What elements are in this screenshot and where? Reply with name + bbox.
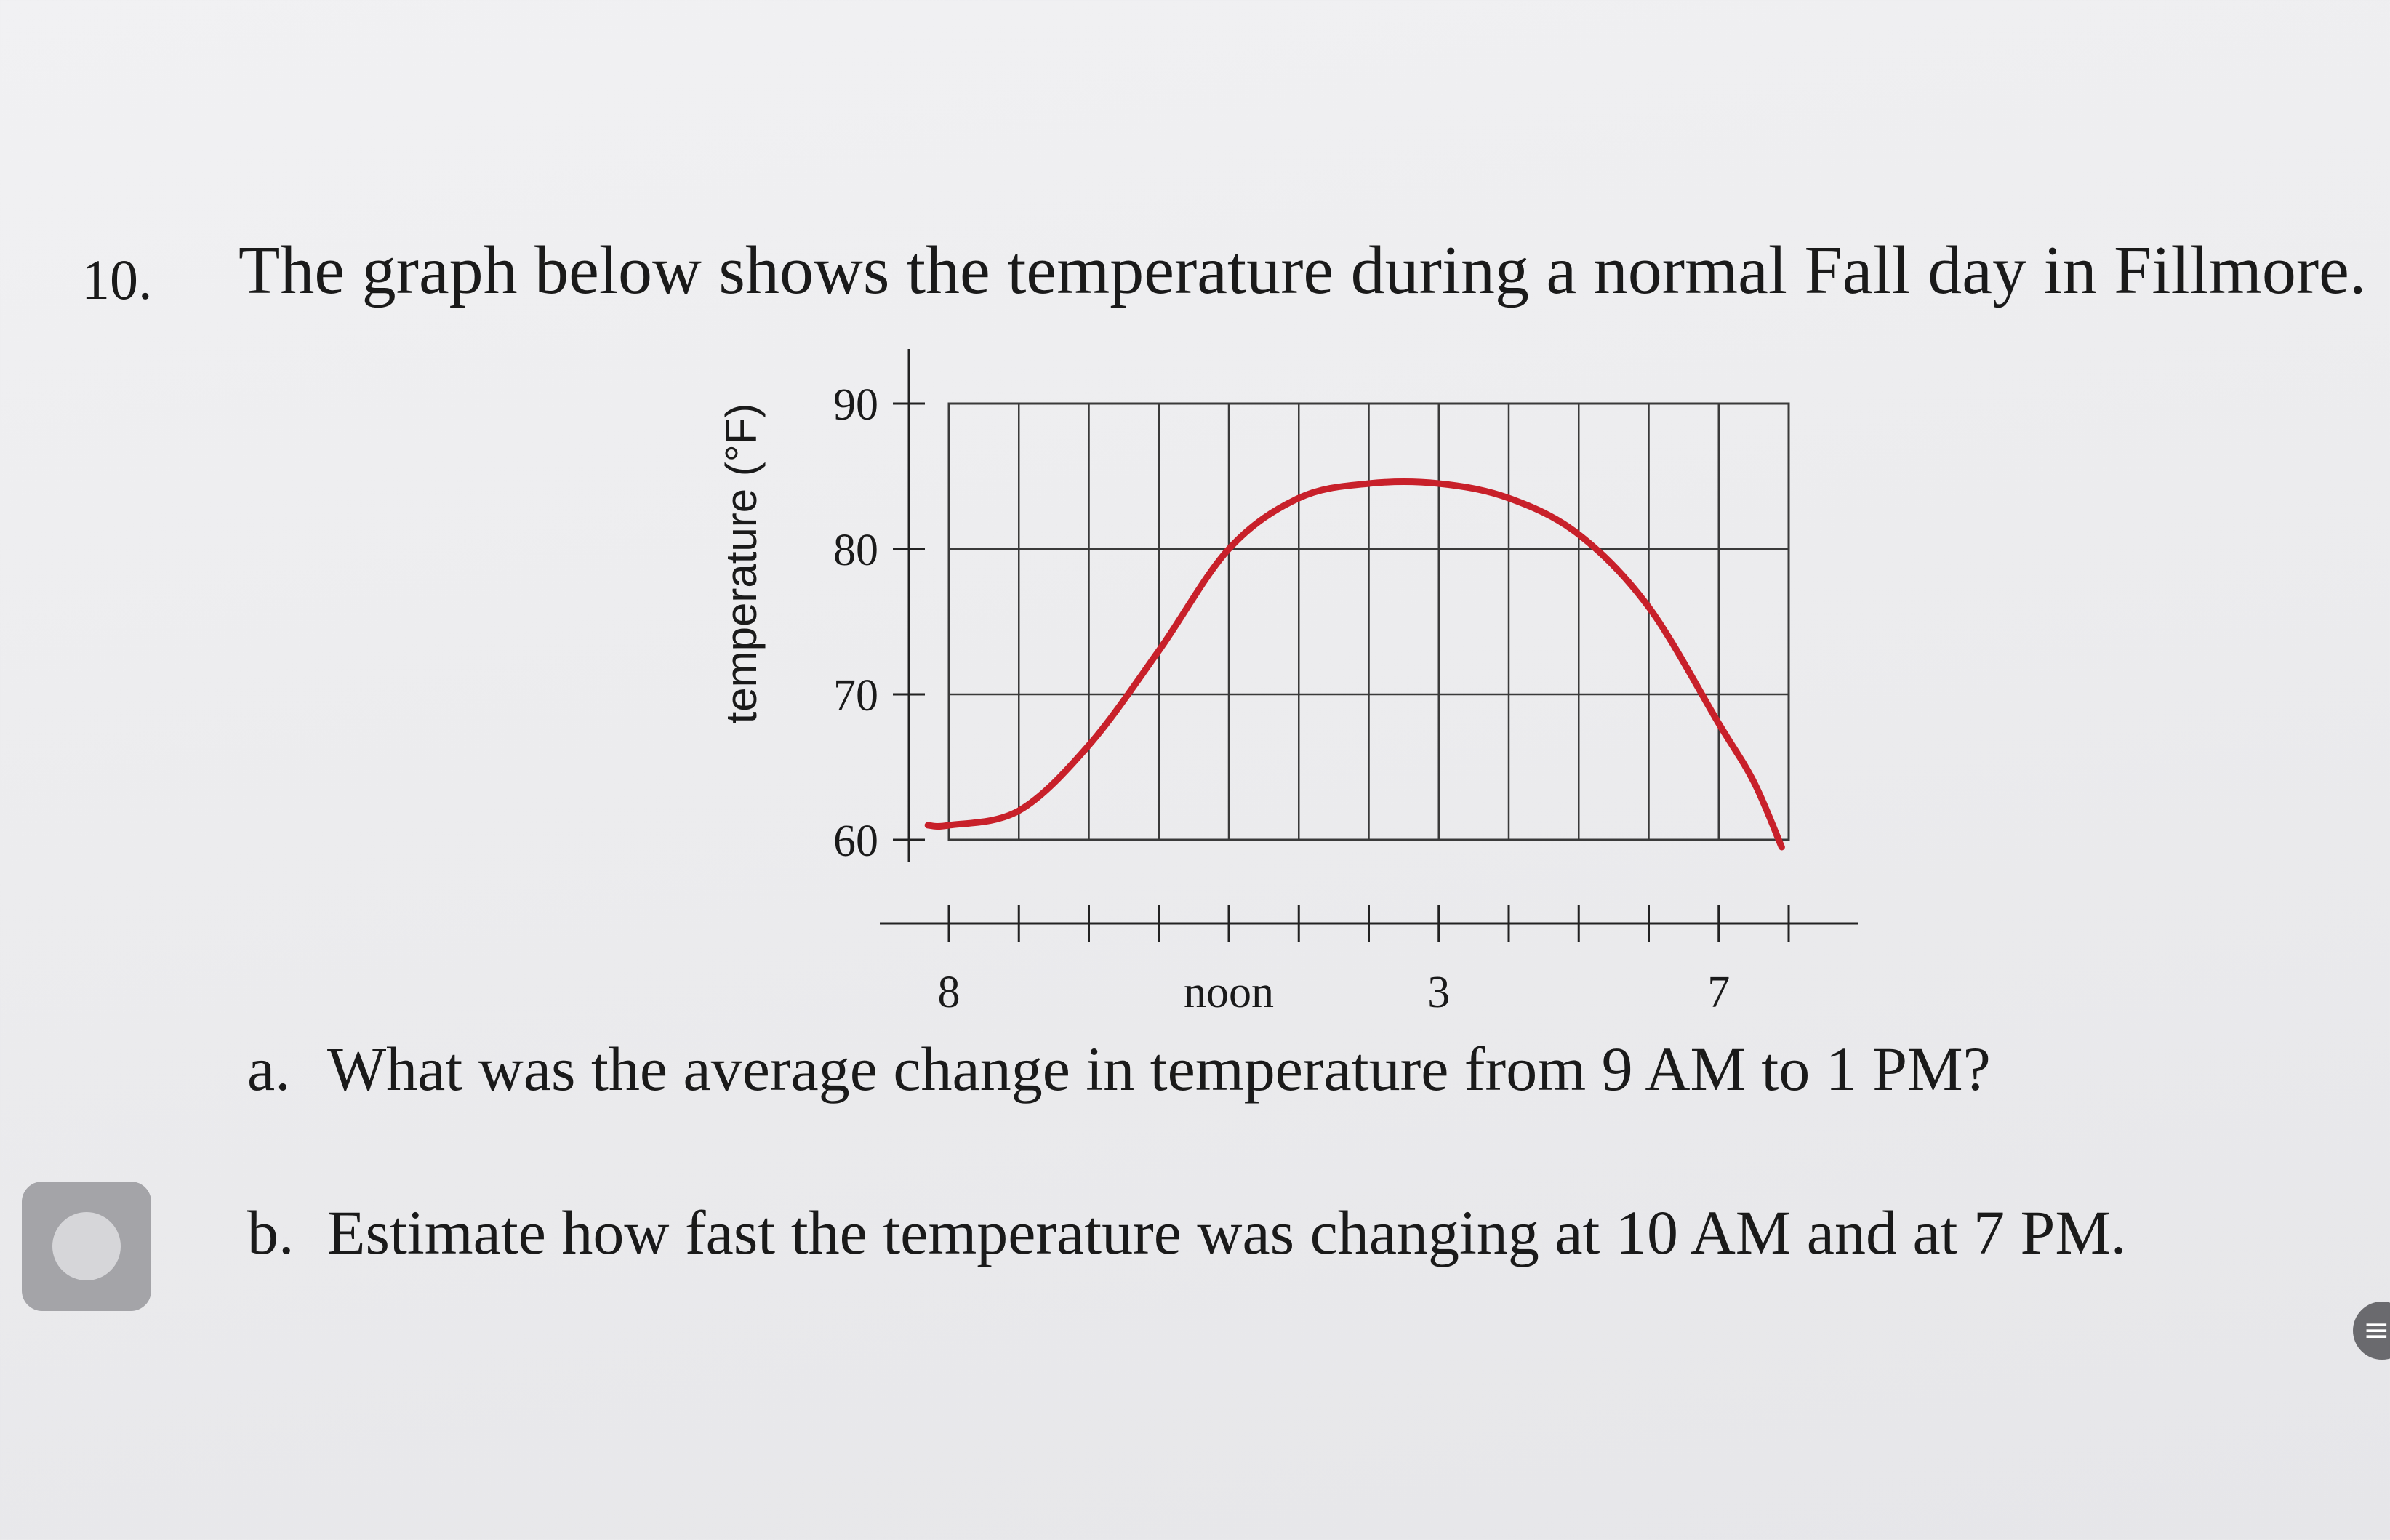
question-text: The graph below shows the temperature during a normal Fall day in Fillmore. (238, 233, 2367, 308)
menu-icon[interactable]: ≡ (2353, 1302, 2390, 1360)
side-camera-button[interactable] (22, 1182, 151, 1311)
x-tick-label: 7 (1707, 968, 1731, 1017)
y-tick-label: 80 (833, 526, 878, 575)
subquestion-a (247, 1032, 1991, 1105)
subquestion-b-label: b. (247, 1198, 294, 1267)
x-tick-label: 3 (1427, 968, 1451, 1017)
y-axis-label: temperature (°F) (717, 403, 766, 724)
subquestion-b (247, 1196, 2126, 1269)
y-tick-label: 90 (833, 380, 878, 430)
subquestion-b-text: Estimate how fast the temperature was changing at 10 AM and at 7 PM. (327, 1198, 2127, 1267)
chart-tick-labels (833, 380, 1730, 1017)
y-tick-label: 60 (833, 817, 878, 866)
subquestion-a-text: What was the average change in temperature from 9 AM to 1 PM? (327, 1034, 1991, 1104)
temperature-curve (928, 482, 1781, 848)
subquestion-a-label: a. (247, 1034, 291, 1104)
x-tick-label: noon (1184, 968, 1274, 1017)
y-tick-label: 70 (833, 671, 878, 721)
camera-shutter-icon (52, 1212, 121, 1280)
x-tick-label: 8 (937, 968, 961, 1017)
question-number: 10. (81, 248, 153, 311)
